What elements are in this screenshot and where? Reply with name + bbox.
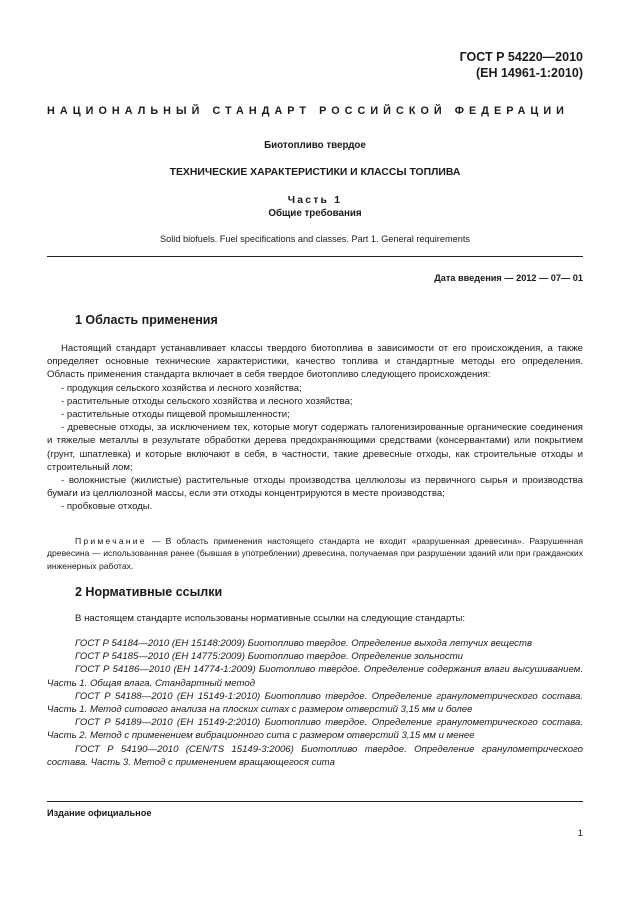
scope-item: - пробковые отходы. (61, 501, 153, 513)
normative-references (47, 637, 583, 769)
edition-label: Издание официальное (47, 808, 152, 818)
national-standard-banner: НАЦИОНАЛЬНЫЙ СТАНДАРТ РОССИЙСКОЙ ФЕДЕРАЦИИ (47, 105, 569, 117)
reference-item: ГОСТ Р 54186—2010 (ЕН 14774-1:2009) Биотопливо твердое. Определение содержания влаги высушиванием. Часть 1. Общая влага. Стандартный метод (47, 664, 583, 689)
scope-item: - продукция сельского хозяйства и лесного хозяйства; (61, 382, 302, 394)
scope-item: - волокнистые (жилистые) растительные отходы производства целлюлозы из первичного сырья и производства бумаги из целлюлозной массы, если эти отходы концентрируются в месте производства; (47, 475, 583, 500)
standard-code-en: (ЕН 14961-1:2010) (475, 66, 583, 80)
title-subject: Биотопливо твердое (264, 140, 366, 151)
title-main: ТЕХНИЧЕСКИЕ ХАРАКТЕРИСТИКИ И КЛАССЫ ТОПЛИВА (169, 167, 461, 178)
section2-intro: В настоящем стандарте использованы нормативные ссылки на следующие стандарты: (75, 613, 466, 624)
note-paragraph (47, 535, 583, 572)
note-label: Примечание (75, 536, 147, 546)
scope-item: - растительные отходы сельского хозяйства и лесного хозяйства; (61, 395, 353, 407)
section1-note (47, 535, 583, 572)
reference-item: ГОСТ Р 54189—2010 (ЕН 15149-2:2010) Биотопливо твердое. Определение гранулометрического состава. Часть 2. Метод с применением вибрационного сита с размером отверстий 3,15 мм и менее (47, 717, 583, 742)
page-number: 1 (577, 828, 583, 839)
reference-item: ГОСТ Р 54190—2010 (CEN/TS 15149-3:2006) Биотопливо твердое. Определение гранулометрического состава. Часть 3. Метод с применением вращающегося сита (47, 743, 583, 768)
intro-date: Дата введения — 2012 — 07— 01 (434, 273, 583, 283)
standard-code-ru: ГОСТ Р 54220—2010 (459, 50, 583, 64)
title-english: Solid biofuels. Fuel specifications and classes. Part 1. General requirements (160, 234, 470, 244)
section2-heading: 2 Нормативные ссылки (75, 585, 223, 599)
reference-item: ГОСТ Р 54188—2010 (ЕН 15149-1:2010) Биотопливо твердое. Определение гранулометрического состава. Часть 1. Метод ситового анализа на плоских ситах с размером отверстий 3,15 мм и более (47, 690, 583, 716)
section1-body (47, 342, 583, 514)
title-part-name: Общие требования (268, 208, 362, 219)
scope-item: - растительные отходы пищевой промышленности; (61, 409, 290, 421)
standard-code (460, 49, 583, 81)
reference-item: ГОСТ Р 54185—2010 (ЕН 14775:2009) Биотопливо твердое. Определение зольности (75, 651, 463, 663)
note-text: — В область применения настоящего стандарта не входит «разрушенная древесина». Разрушенная древесина — использованная ранее (бывшая в употреблении) древесина, получаемая при разрушении зданий или при гражданских инженерных работах. (47, 536, 583, 571)
section1-heading: 1 Область применения (75, 313, 218, 327)
header-rule (47, 256, 583, 257)
scope-item: - древесные отходы, за исключением тех, которые могут содержать галогенизированные органические соединения и тяжелые металлы в результате обработки дерева предохраняющими средствами (консервантами) или покрытием (грунт, шпатлевка) и которые включают в себя, в частности, такие древесные отходы, как строительные отходы и строительный лом; (47, 422, 583, 473)
footer-rule (47, 801, 583, 802)
reference-item: ГОСТ Р 54184—2010 (ЕН 15148:2009) Биотопливо твердое. Определение выхода летучих веществ (75, 638, 532, 649)
title-part: Часть 1 (287, 195, 343, 206)
section1-paragraph: Настоящий стандарт устанавливает классы твердого биотоплива в зависимости от его происхождения, а также определяет основные технические характеристики, качество топлива и стандартные методы его определения. Область применения стандарта включает в себя твердое биотопливо следующего происхождения: (47, 343, 583, 381)
